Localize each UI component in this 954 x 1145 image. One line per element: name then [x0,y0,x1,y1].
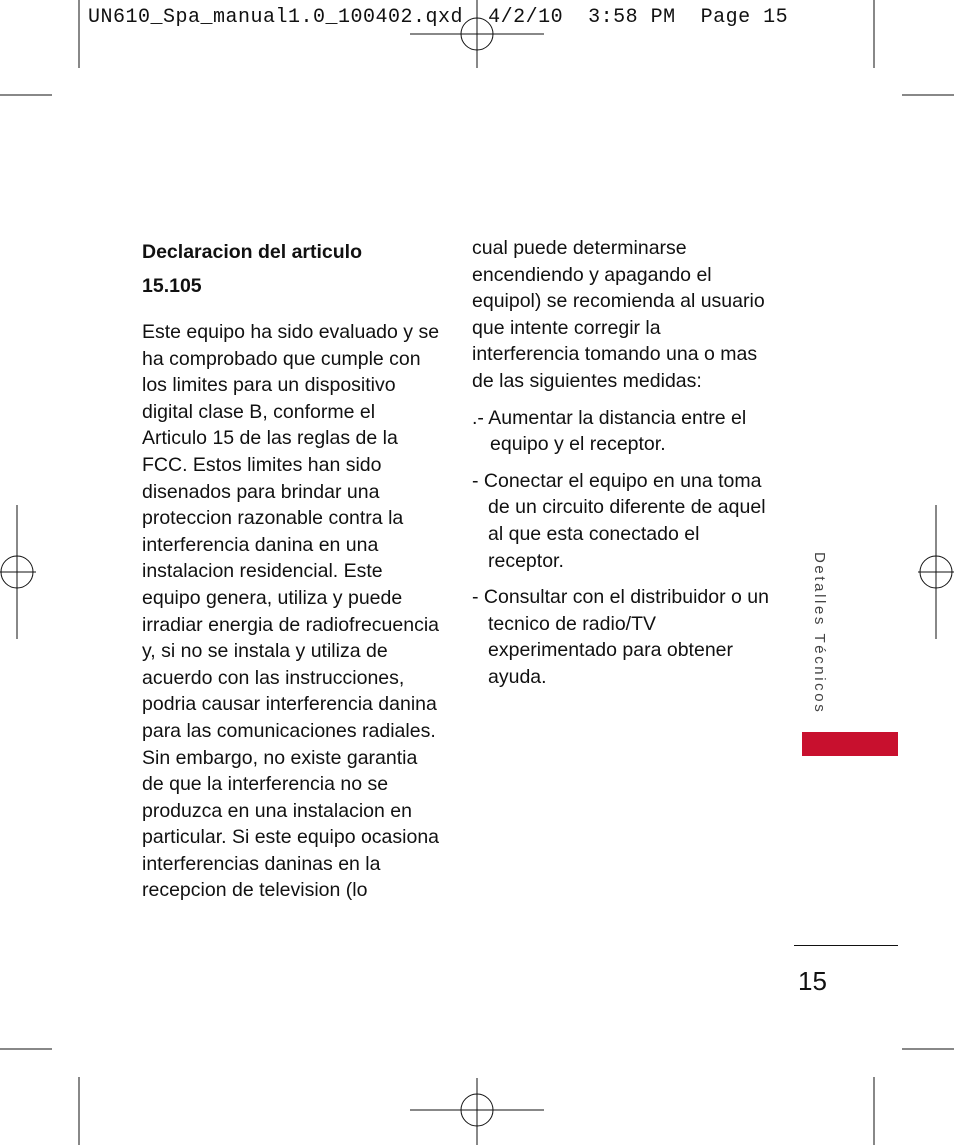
section-tab-marker [802,732,898,756]
body-paragraph: Este equipo ha sido evaluado y se ha comprobado que cumple con los limites para un dispositivo digital clase B, conforme el Articulo 15 de las reglas de la FCC. Estos limites han sido disenados para brindar una proteccion razonable contra la interferencia danina en una instalacion residencial. Este equipo genera, utiliza y puede irradiar energia de radiofrecuencia y, si no se instala y utiliza de acuerdo con las instrucciones, podria causar interferencia danina para las comunicaciones radiales. Sin embargo, no existe garantia de que la interferencia no se produzca en una instalacion en particular. Si este equipo ocasiona interferencias daninas en la recepcion de television (lo [142,321,440,902]
list-item: - Conectar el equipo en una toma de un circuito diferente de aquel al que esta conectado el receptor. [472,469,766,572]
continuation-paragraph: cual puede determinarse encendiendo y apagando el equipol) se recomienda al usuario que intente corregir la interferencia tomando una o mas de las siguientes medidas: [472,237,765,392]
right-column [472,235,772,701]
page-number: 15 [798,966,827,996]
left-column [142,235,442,904]
list-item: .- Aumentar la distancia entre el equipo y el receptor. [472,406,747,456]
list-item: - Consultar con el distribuidor o un tecnico de radio/TV experimentado para obtener ayuda. [472,586,769,688]
page-number-rule [794,945,898,946]
section-heading: Declaracion del articulo 15.105 [142,241,362,297]
section-tab-label: Detalles Técnicos [811,552,828,715]
print-slug: UN610_Spa_manual1.0_100402.qxd 4/2/10 3:58 PM Page 15 [88,6,789,29]
